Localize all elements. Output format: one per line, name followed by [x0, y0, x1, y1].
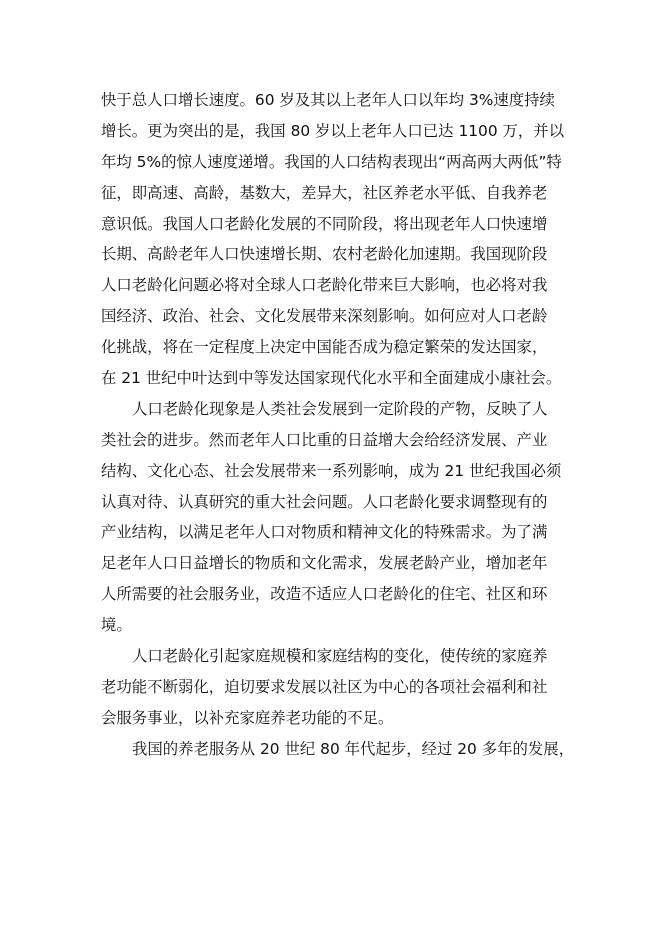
text-line: 增长。更为突出的是，我国 80 岁以上老年人口已达 1100 万，并以 [101, 121, 565, 140]
text-line: 人口老龄化问题必将对全球人口老龄化带来巨大影响，也必将对我 [101, 276, 548, 295]
text-line: 足老年人口日益增长的物质和文化需求，发展老龄产业，增加老年 [101, 554, 548, 573]
text-line: 意识低。我国人口老龄化发展的不同阶段，将出现老年人口快速增 [101, 214, 548, 233]
text-line: 人所需要的社会服务业，改造不适应人口老龄化的住宅、社区和环 [101, 585, 548, 604]
text-line-first: 人口老龄化引起家庭规模和家庭结构的变化，使传统的家庭养 [132, 647, 548, 666]
text-line: 产业结构，以满足老年人口对物质和精神文化的特殊需求。为了满 [101, 523, 548, 542]
text-line-first: 人口老龄化现象是人类社会发展到一定阶段的产物，反映了人 [132, 399, 548, 418]
text-line: 年均 5%的惊人速度递增。我国的人口结构表现出“两高两大两低”特 [101, 152, 562, 171]
text-line: 长期、高龄老年人口快速增长期、农村老龄化加速期。我国现阶段 [101, 245, 548, 264]
text-line: 会服务事业，以补充家庭养老功能的不足。 [101, 708, 394, 727]
document-body [101, 85, 575, 765]
paragraph-elderly-services [101, 734, 575, 765]
paragraph-social-impact [101, 394, 563, 641]
text-line: 类社会的进步。然而老年人口比重的日益增大会给经济发展、产业 [101, 430, 548, 449]
text-line: 征，即高速、高龄，基数大，差异大，社区养老水平低、自我养老 [101, 183, 548, 202]
text-line: 在 21 世纪中叶达到中等发达国家现代化水平和全面建成小康社会。 [101, 369, 562, 388]
text-line: 化挑战，将在一定程度上决定中国能否成为稳定繁荣的发达国家， [101, 338, 548, 357]
paragraph-aging-speed [101, 85, 563, 394]
text-line-first: 我国的养老服务从 20 世纪 80 年代起步，经过 20 多年的发展， [132, 739, 575, 758]
paragraph-family-structure [101, 641, 563, 734]
text-line: 老功能不断弱化，迫切要求发展以社区为中心的各项社会福利和社 [101, 677, 548, 696]
text-line: 结构、文化心态、社会发展带来一系列影响，成为 21 世纪我国必须 [101, 461, 562, 480]
text-line: 快于总人口增长速度。60 岁及其以上老年人口以年均 3%速度持续 [101, 91, 555, 109]
text-line: 认真对待、认真研究的重大社会问题。人口老龄化要求调整现有的 [101, 492, 548, 511]
text-line: 国经济、政治、社会、文化发展带来深刻影响。如何应对人口老龄 [101, 307, 548, 326]
text-line: 境。 [101, 616, 132, 635]
